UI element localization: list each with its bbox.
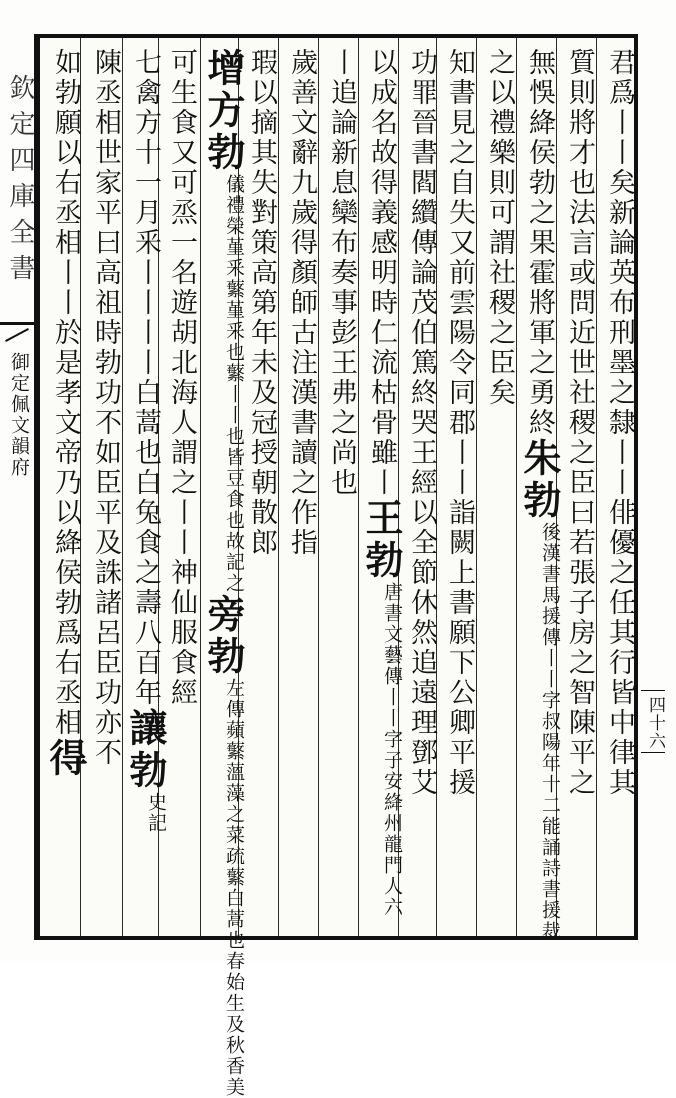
text-column: 丨追論新息欒布奏事彭王弗之尚也 [326,48,357,498]
text-column: 可生食又可烝一名遊胡北海人謂之丨丨神仙服食經 [166,48,197,708]
margin-fishtail-mark-diagonal [5,328,29,342]
final-char: 得 [43,738,88,780]
page-number-rule [641,752,665,753]
headword-rangbo: 讓勃 [123,708,168,792]
column-text: 無悞絳侯勃之果霍將軍之勇終 [524,48,555,438]
text-column-with-headword [360,48,402,928]
headword-note-line: 左傳蘋蘩薀藻之菜疏蘩 [223,678,245,888]
text-column: 知書見之自失又前雲陽令同郡丨丨詣闕上書願下公卿平援 [444,48,475,798]
headword-pangbo: 旁勃 [201,594,246,678]
text-column: 陳丞相世家平曰高祖時勃功不如臣平及誅諸呂臣功亦不 [90,48,121,768]
text-column: 質則將才也法言或問近世社稷之臣曰若張子房之智陳平之 [564,48,595,798]
headword-note-line: 史 [145,792,167,813]
text-column: 君爲丨丨矣新論英布刑墨之隸丨丨俳優之任其行皆中律其 [604,48,635,798]
column-text: 以成名故得義感明時仁流枯骨雖丨 [366,48,397,498]
book-title: 御定佩文韻府 [8,352,30,478]
text-column: 瑕以摘其失對策高第年未及冠授朝散郎 [246,48,277,558]
headword-note [145,792,166,834]
margin-fishtail-mark [0,322,34,325]
text-column: 歲善文辭九歲得顏師古注漢書讀之作指 [286,48,317,558]
column-text: 七禽方十一月釆丨丨丨丨白蒿也白兔食之壽八百年 [130,48,161,708]
text-column-with-headword [517,48,562,942]
collection-title: 欽定四庫全書 [5,74,35,290]
headword-note-line: 唐書文藝傳丨丨字 [381,582,403,750]
page-number-rule [641,690,665,691]
headword-note-line: 記 [145,813,167,834]
text-column-with-headword [201,48,246,1098]
headword-note [223,678,244,1098]
headword-note [223,174,244,594]
text-column-with-headword [124,48,166,928]
headword-zengfangbo: 增方勃 [201,48,246,174]
headword-zhubo: 朱勃 [517,438,562,522]
page-number: 四十六 [645,696,665,750]
headword-note-line: 白蒿也春始生及秋香美 [223,888,245,1098]
column-text: 如勃願以右丞相丨丨於是孝文帝乃以絳侯勃爲右丞相 [50,48,81,738]
text-column-with-last-char [44,48,86,928]
headword-note-line: 儀禮榮堇釆蘩堇釆也蘩 [223,174,245,384]
headword-note-line: 後漢書馬援傳丨丨字叔 [539,522,561,732]
text-column: 功罪晉書閻纘傳論茂伯篤終哭王經以全節休然追遠理鄧艾 [406,48,437,798]
headword-note [539,522,560,942]
page-margin [0,34,36,940]
headword-note-line: 陽年十二能誦詩書援裁 [539,732,561,942]
text-column: 之以禮樂則可謂社稷之臣矣 [484,48,515,408]
headword-wangbo: 王勃 [359,498,404,582]
headword-note-line: 子安絳州龍門人六 [381,750,403,918]
headword-note-line: 丨丨也皆豆食也故記之 [223,384,245,594]
headword-note [381,582,402,918]
